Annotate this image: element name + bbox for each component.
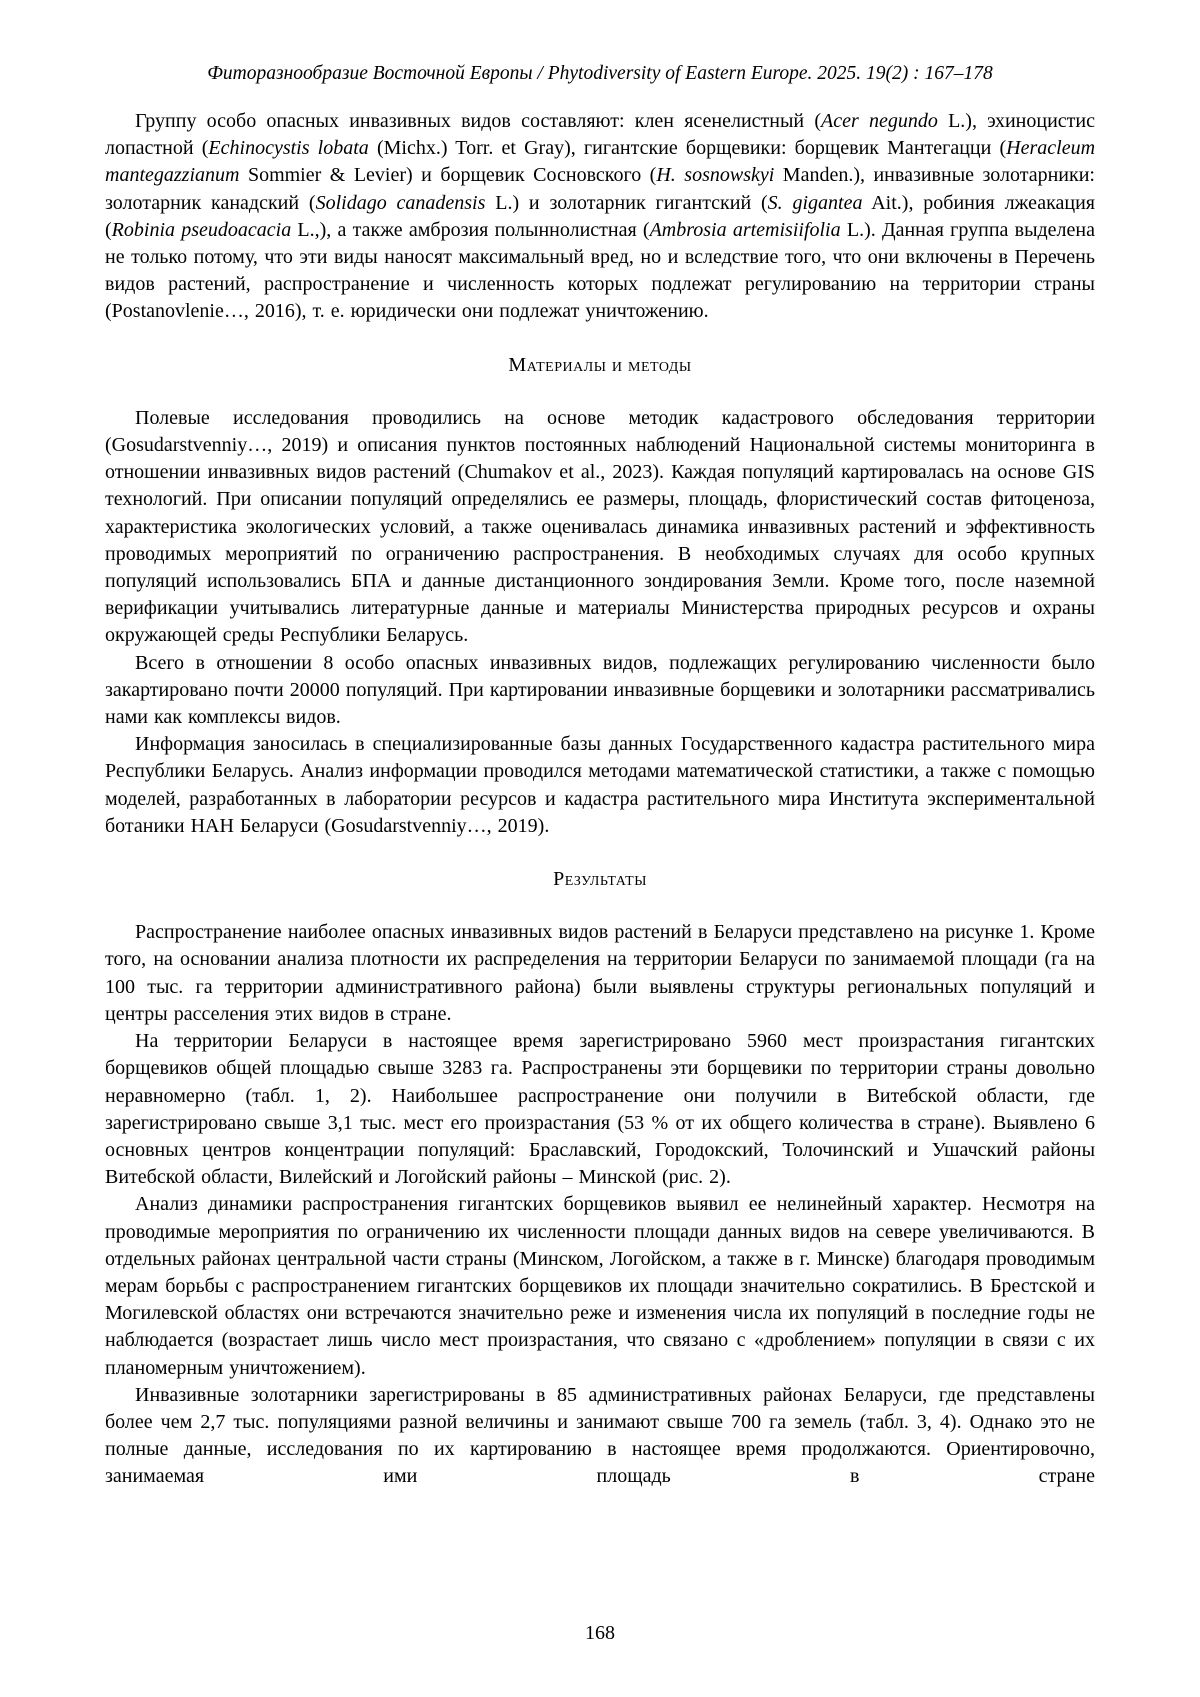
paragraph-text: L.). Данная группа выделена не только потому, что эти виды наносят максимальный вред, но и вследствие того, что они включены в Перечень видов растений, распространение и численность которых подлежат регулированию на территории страны (Postanovlenie…, 2016), т. е. юридически они подлежат уничтожению. [105,218,1095,323]
species-name-italic: Robinia pseudoacacia [111,218,292,241]
paragraph-text: Всего в отношении 8 особо опасных инвазивных видов, подлежащих регулированию численности было закартировано почти 20000 популяций. При картировании инвазивные борщевики и золотарники рассматривались нами как комплексы видов. [105,651,1095,729]
paragraph-text: (Michx.) Torr. et Gray), гигантские борщевики: борщевик Мантегацци ( [368,137,1007,160]
species-name-italic: H. sosnowskyi [656,164,775,187]
paragraph-text: L.,), а также амброзия полыннолистная ( [291,218,650,241]
section-heading: Результаты [553,868,647,891]
paragraph-text: На территории Беларуси в настоящее время зарегистрировано 5960 мест произрастания гигантских борщевиков общей площадью свыше 3283 га. Распространены эти борщевики по территории страны довольно неравномерно (табл. 1, 2). Наибольшее распространение они получили в Витебской области, где зарегистрировано свыше 3,1 тыс. мест его произрастания (53 % от их общего количества в стране). Выявлено 6 основных центров концентрации популяций: Браславский, Городокский, Толочинский и Ушачский районы Витебской области, Вилейский и Логойский районы – Минской (рис. 2). [105,1030,1095,1189]
paragraph-text: Распространение наиболее опасных инвазивных видов растений в Беларуси представлено на рисунке 1. Кроме того, на основании анализа плотности их распределения на территории Беларуси по занимаемой площади (га на 100 тыс. га территории административного района) были выявлены структуры региональных популяций и центры расселения этих видов в стране. [105,921,1095,1025]
paragraph [105,1191,1095,1381]
paragraph-text: Ait.), робиния лжеакация ( [105,191,1095,241]
paragraph-text: L.), эхиноцистис лопастной ( [105,110,1095,160]
species-name-italic: Echinocystis lobata [208,137,369,160]
species-name-italic: S. gigantea [767,191,863,214]
paragraph-text: Инвазивные золотарники зарегистрированы в 85 административных районах Беларуси, где представлены более чем 2,7 тыс. популяциями разной величины и занимают свыше 700 га земель (табл. 3, 4). Однако это не полные данные, исследования по их картированию в настоящее время продолжаются. Ориентировочно, занимаемая ими площадь в стране [105,1383,1095,1488]
article-body [105,108,1095,1491]
species-name-italic: Acer negundo [821,110,938,132]
species-name-italic: Heracleum mantegazzianum [105,137,1096,187]
paragraph-text: Группу особо опасных инвазивных видов составляют: клен ясенелистный ( [135,110,822,132]
species-name-italic: Ambrosia artemisiifolia [649,218,841,241]
paragraph-text: Sommier & Levier) и борщевик Сосновского ( [239,164,657,187]
paragraph [105,919,1095,1028]
paragraph [105,108,1095,326]
journal-running-header: Фиторазнообразие Восточной Европы / Phytodiversity of Eastern Europe. 2025. 19(2) : 167–178 [207,63,993,84]
paragraph [105,650,1095,732]
species-name-italic: Solidago canadensis [315,191,486,214]
page-number: 168 [585,1622,615,1644]
paragraph-text: Полевые исследования проводились на основе методик кадастрового обследования территории (Gosudarstvenniy…, 2019) и описания пунктов постоянных наблюдений Национальной системы мониторинга в отношении инвазивных видов растений (Chumakov et al., 2023). Каждая популяций картировалась на основе GIS технологий. При описании популяций определялись ее размеры, площадь, флористический состав фитоценоза, характеристика экологических условий, а также оценивалась динамика инвазивных растений и эффективность проводимых мероприятий по ограничению распространения. В необходимых случаях для особо крупных популяций использовались БПА и данные дистанционного зондирования Земли. Кроме того, после наземной верификации учитывались литературные данные и материалы Министерства природных ресурсов и охраны окружающей среды Республики Беларусь. [105,406,1095,647]
paragraph-text: L.) и золотарник гигантский ( [485,191,768,214]
paragraph [105,731,1095,840]
section-heading: Материалы и методы [508,353,692,376]
paragraph-text: Информация заносилась в специализированные базы данных Государственного кадастра растительного мира Республики Беларусь. Анализ информации проводился методами математической статистики, а также с помощью моделей, разработанных в лаборатории ресурсов и кадастра растительного мира Института экспериментальной ботаники НАН Беларуси (Gosudarstvenniy…, 2019). [105,733,1095,837]
paragraph [105,405,1095,650]
paragraph [105,1382,1095,1491]
paragraph [105,1028,1095,1191]
paragraph-text: Manden.), инвазивные золотарники: золотарник канадский ( [105,164,1095,214]
paragraph-text: Анализ динамики распространения гигантских борщевиков выявил ее нелинейный характер. Несмотря на проводимые мероприятия по ограничению их численности площади данных видов на севере увеличиваются. В отдельных районах центральной части страны (Минском, Логойском, а также в г. Минске) благодаря проводимым мерам борьбы с распространением гигантских борщевиков их площади значительно сократились. В Брестской и Могилевской областях они встречаются значительно реже и изменения числа их популяций в последние годы не наблюдается (возрастает лишь число мест произрастания, что связано с «дроблением» популяции в связи с их планомерным уничтожением). [105,1193,1095,1379]
